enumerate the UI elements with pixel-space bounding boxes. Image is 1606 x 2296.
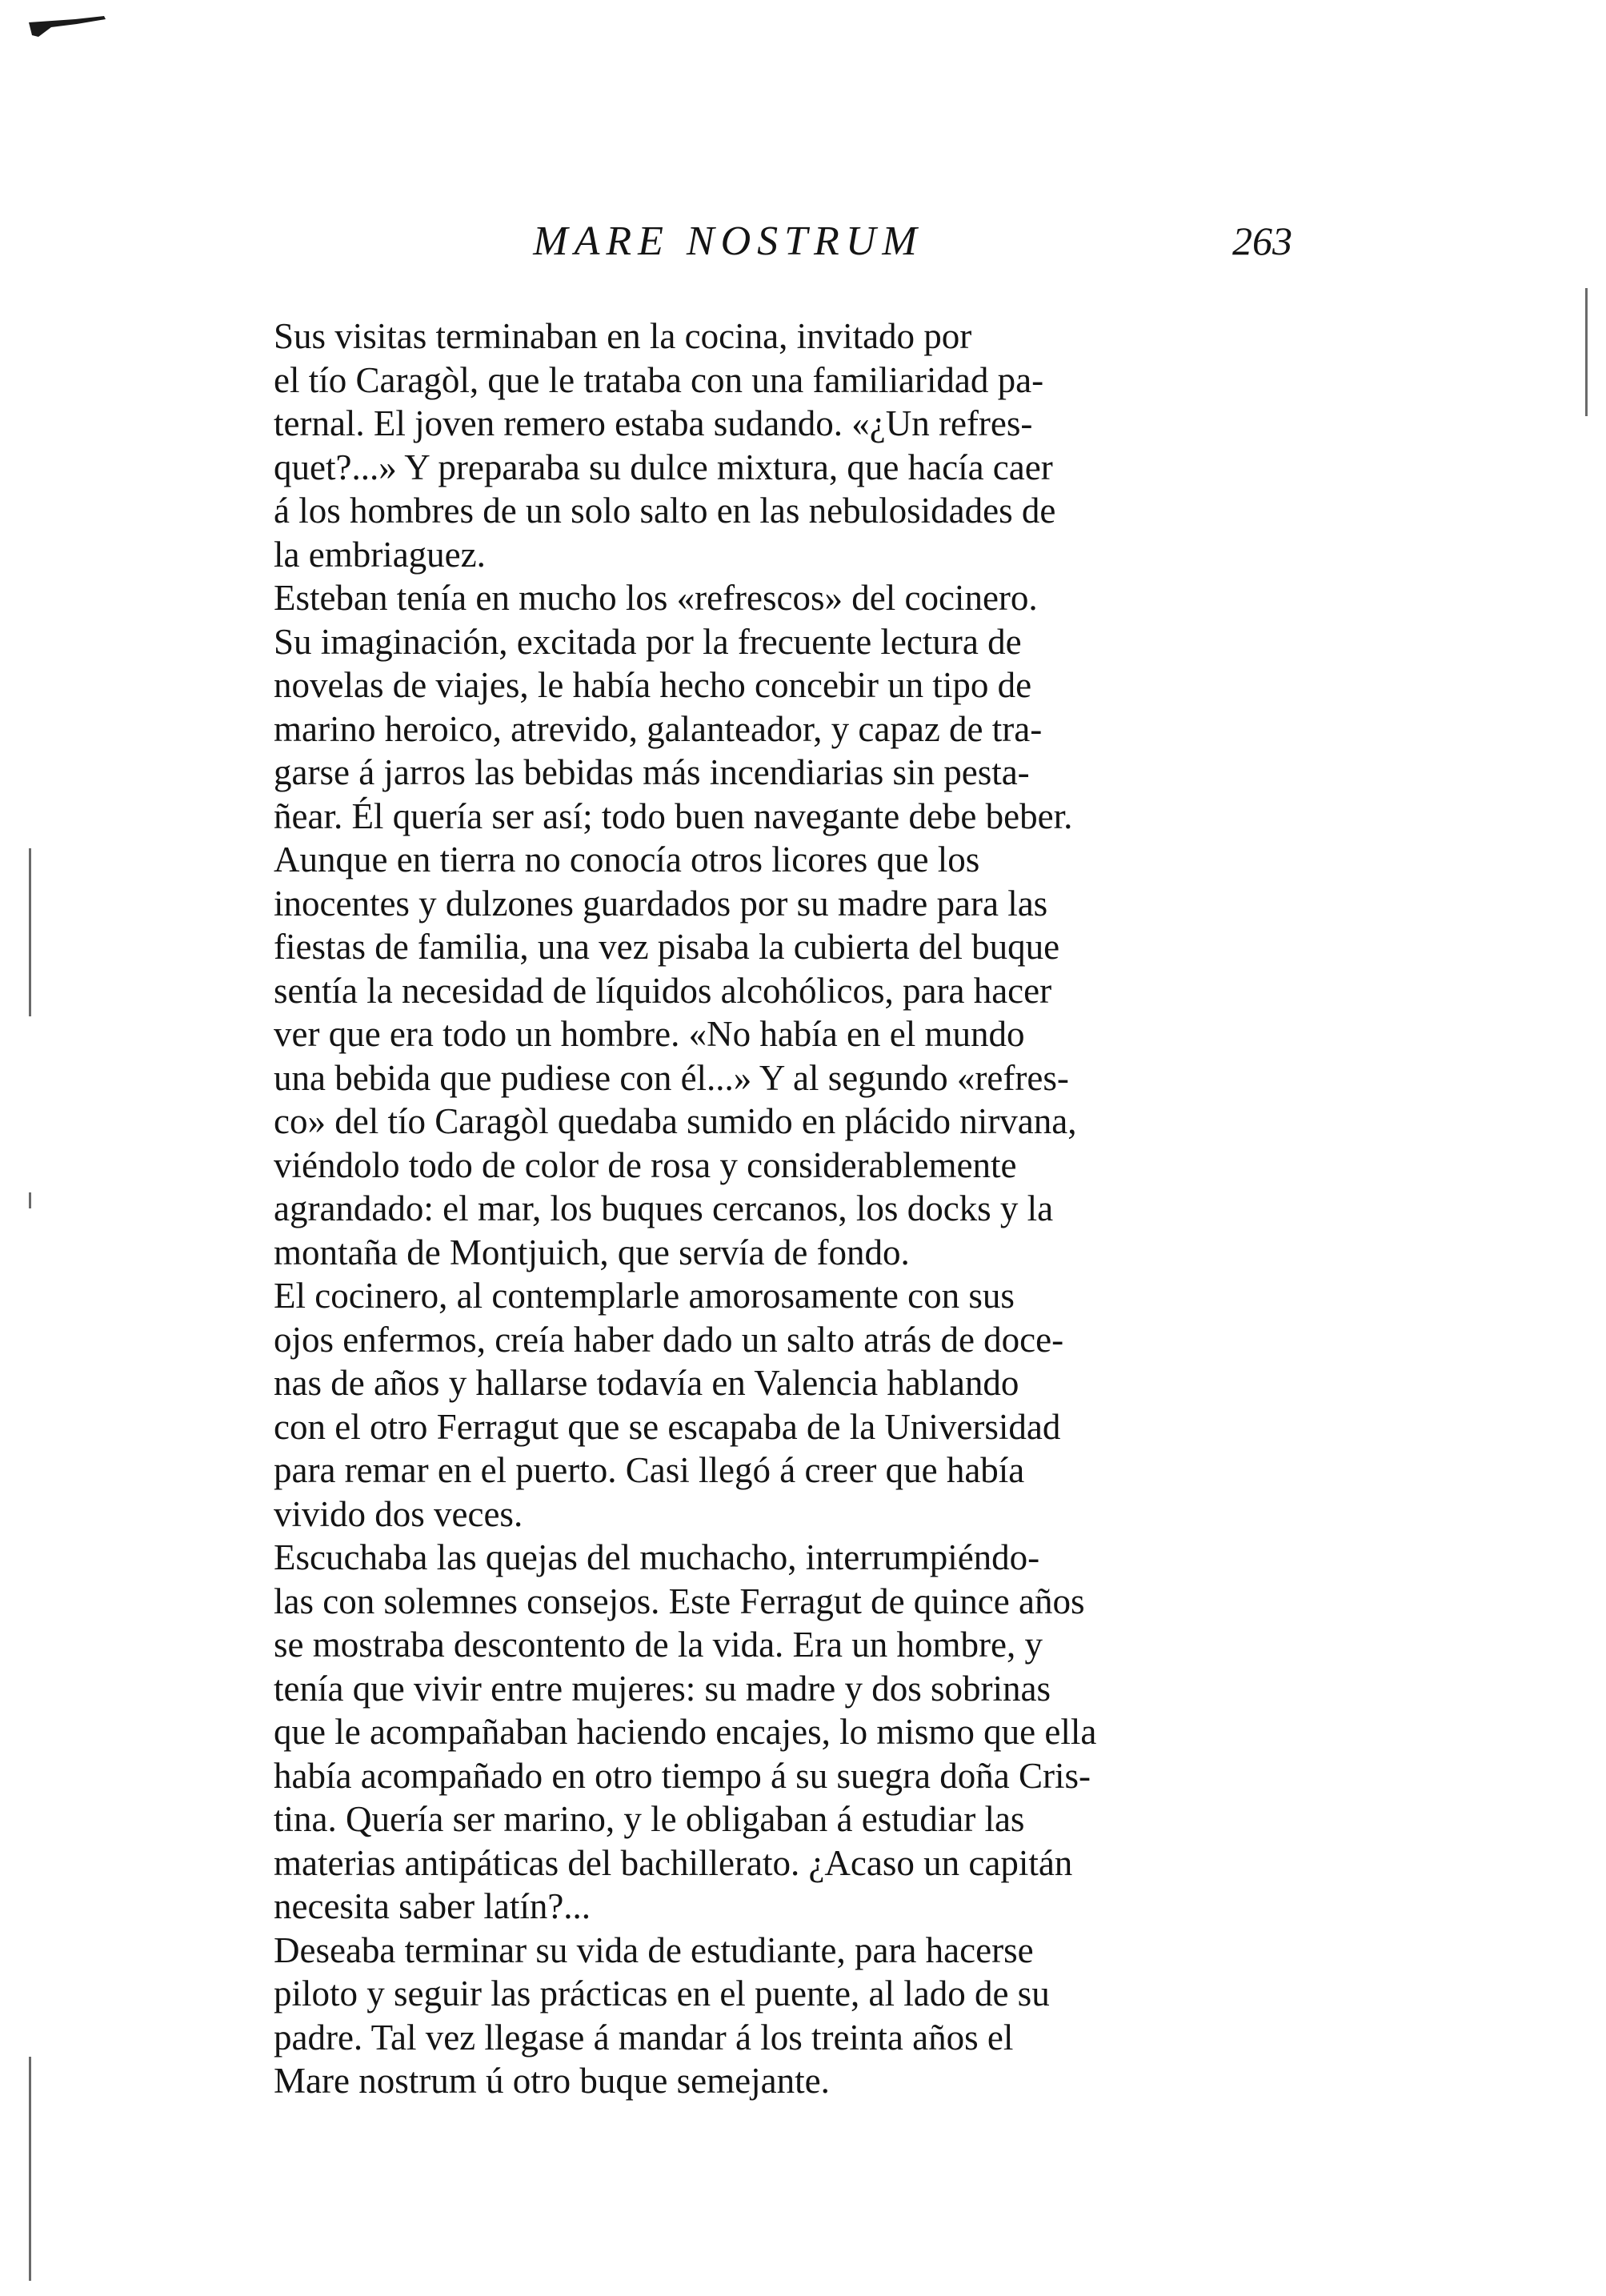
text-line: marino heroico, atrevido, galanteador, y capaz de tra- — [274, 708, 1043, 749]
text-line: vivido dos veces. — [274, 1493, 523, 1534]
text-line: con el otro Ferragut que se escapaba de la Universidad — [274, 1406, 1061, 1447]
text-line: las con solemnes consejos. Este Ferragut de quince años — [274, 1581, 1085, 1621]
text-line: agrandado: el mar, los buques cercanos, los docks y la — [274, 1188, 1054, 1228]
margin-scan-line-bottom — [29, 2057, 31, 2281]
text-line: inocentes y dulzones guardados por su madre para las — [274, 883, 1048, 924]
text-line: sentía la necesidad de líquidos alcohólicos, para hacer — [274, 970, 1052, 1011]
text-line: una bebida que pudiese con él...» Y al segundo «refres- — [274, 1057, 1069, 1098]
corner-ink-mark — [27, 14, 107, 42]
text-line: ojos enfermos, creía haber dado un salto atrás de doce- — [274, 1319, 1064, 1360]
paragraph-5 — [210, 1536, 1290, 1929]
text-line: Su imaginación, excitada por la frecuente lectura de — [274, 621, 1022, 662]
running-header-title: MARE NOSTRUM — [533, 218, 923, 264]
page-number: 263 — [1232, 218, 1292, 263]
text-line: ñear. Él quería ser así; todo buen navegante debe beber. — [274, 795, 1073, 836]
text-line: quet?...» Y preparaba su dulce mixtura, que hacía caer — [274, 447, 1053, 487]
text-line: el tío Caragòl, que le trataba con una familiaridad pa- — [274, 359, 1044, 400]
text-line: materias antipáticas del bachillerato. ¿Acaso un capitán — [274, 1842, 1073, 1883]
text-line: tina. Quería ser marino, y le obligaban á estudiar las — [274, 1799, 1025, 1839]
text-line: para remar en el puerto. Casi llegó á creer que había — [274, 1450, 1025, 1490]
text-line: Deseaba terminar su vida de estudiante, para hacerse — [274, 1929, 1034, 1970]
margin-scan-line-left — [29, 848, 31, 1016]
text-line: El cocinero, al contemplarle amorosamente con sus — [274, 1276, 1015, 1316]
text-line: montaña de Montjuich, que servía de fondo. — [274, 1232, 910, 1272]
text-line: ver que era todo un hombre. «No había en el mundo — [274, 1014, 1025, 1054]
paragraph-6 — [210, 1929, 1290, 2103]
paragraph-3 — [210, 838, 1290, 1274]
text-line: nas de años y hallarse todavía en Valencia hablando — [274, 1363, 1019, 1403]
text-line: padre. Tal vez llegase á mandar á los treinta años el — [274, 2017, 1014, 2058]
margin-scan-line-top — [1585, 288, 1588, 416]
text-line: Aunque en tierra no conocía otros licores que los — [274, 839, 980, 880]
text-line: tenía que vivir entre mujeres: su madre y dos sobrinas — [274, 1668, 1051, 1709]
text-line: co» del tío Caragòl quedaba sumido en plácido nirvana, — [274, 1101, 1077, 1141]
paragraph-4 — [210, 1274, 1290, 1536]
text-line: fiestas de familia, una vez pisaba la cubierta del buque — [274, 927, 1060, 967]
text-line: había acompañado en otro tiempo á su suegra doña Cris- — [274, 1755, 1091, 1796]
text-line: necesita saber latín?... — [274, 1886, 591, 1926]
text-line: á los hombres de un solo salto en las nebulosidades de — [274, 491, 1056, 531]
text-line: Sus visitas terminaban en la cocina, invitado por — [274, 316, 972, 356]
text-line: garse á jarros las bebidas más incendiarias sin pesta- — [274, 752, 1030, 792]
text-line: piloto y seguir las prácticas en el puente, al lado de su — [274, 1973, 1050, 2014]
text-line: viéndolo todo de color de rosa y considerablemente — [274, 1144, 1017, 1185]
text-line: Esteban tenía en mucho los «refrescos» del cocinero. — [274, 578, 1038, 618]
margin-scan-line-left-short — [29, 1192, 31, 1208]
body-text — [210, 315, 1290, 2103]
text-line: Escuchaba las quejas del muchacho, interrumpiéndo- — [274, 1537, 1040, 1577]
text-line: que le acompañaban haciendo encajes, lo mismo que ella — [274, 1712, 1097, 1752]
paragraph-1 — [210, 315, 1290, 576]
paragraph-2 — [210, 576, 1290, 838]
text-line: novelas de viajes, le había hecho concebir un tipo de — [274, 665, 1032, 705]
text-line: ternal. El joven remero estaba sudando. «¿Un refres- — [274, 403, 1033, 443]
text-line: la embriaguez. — [274, 534, 486, 575]
text-line: se mostraba descontento de la vida. Era un hombre, y — [274, 1625, 1043, 1665]
text-line: Mare nostrum ú otro buque semejante. — [274, 2061, 830, 2101]
